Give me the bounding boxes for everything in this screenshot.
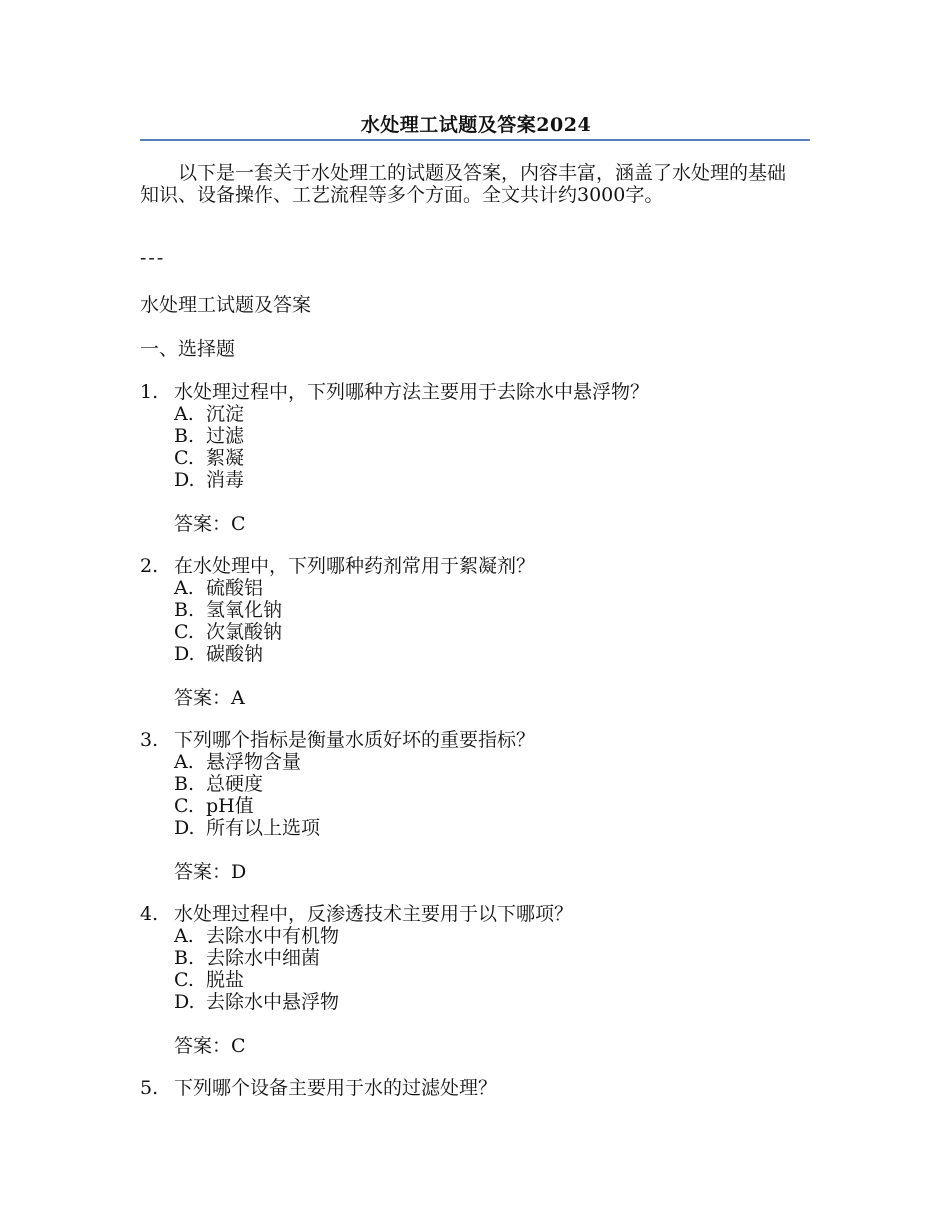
- part-title: 一、选择题: [140, 338, 236, 360]
- option-d: D. 所有以上选项: [174, 817, 321, 839]
- question-number: 1.: [140, 381, 159, 403]
- option-b: B. 过滤: [174, 425, 245, 447]
- question-stem: 水处理过程中，下列哪种方法主要用于去除水中悬浮物？: [174, 381, 650, 403]
- answer-line: 答案：D: [174, 861, 247, 883]
- question-text: [140, 1077, 812, 1099]
- option-b: B. 氢氧化钠: [174, 599, 283, 621]
- option-d: D. 消毒: [174, 469, 245, 491]
- option-a: A. 硫酸铝: [174, 577, 264, 599]
- section-title: 水处理工试题及答案: [140, 294, 312, 316]
- question-stem: 在水处理中，下列哪种药剂常用于絮凝剂？: [174, 555, 536, 577]
- question-stem: 下列哪个指标是衡量水质好坏的重要指标？: [174, 729, 536, 751]
- question-4: [140, 903, 812, 1057]
- question-number: 3.: [140, 729, 159, 751]
- option-b: B. 总硬度: [174, 773, 264, 795]
- option-d: D. 去除水中悬浮物: [174, 991, 340, 1013]
- answer-line: 答案：C: [174, 513, 246, 535]
- option-d: D. 碳酸钠: [174, 643, 264, 665]
- question-text: [140, 381, 812, 403]
- question-5: [140, 1077, 812, 1099]
- question-number: 2.: [140, 555, 159, 577]
- option-c: C. pH值: [174, 795, 254, 817]
- title-underline: [140, 139, 810, 141]
- question-text: [140, 903, 812, 925]
- answer-line: 答案：A: [174, 687, 245, 709]
- question-stem: 水处理过程中，反渗透技术主要用于以下哪项？: [174, 903, 574, 925]
- option-c: C. 絮凝: [174, 447, 245, 469]
- option-c: C. 脱盐: [174, 969, 245, 991]
- separator-line: ---: [140, 247, 166, 269]
- intro-paragraph: 以下是一套关于水处理工的试题及答案，内容丰富，涵盖了水处理的基础知识、设备操作、工艺流程等多个方面。全文共计约3000字。: [140, 162, 787, 206]
- question-3: [140, 729, 812, 883]
- question-stem: 下列哪个设备主要用于水的过滤处理？: [174, 1077, 498, 1099]
- option-a: A. 去除水中有机物: [174, 925, 340, 947]
- option-c: C. 次氯酸钠: [174, 621, 283, 643]
- question-number: 5.: [140, 1077, 159, 1099]
- question-2: [140, 555, 812, 709]
- answer-line: 答案：C: [174, 1035, 246, 1057]
- question-number: 4.: [140, 903, 159, 925]
- question-text: [140, 555, 812, 577]
- question-1: [140, 381, 812, 535]
- option-b: B. 去除水中细菌: [174, 947, 321, 969]
- document-title: 水处理工试题及答案2024: [360, 114, 592, 136]
- option-a: A. 悬浮物含量: [174, 751, 302, 773]
- question-text: [140, 729, 812, 751]
- option-a: A. 沉淀: [174, 403, 245, 425]
